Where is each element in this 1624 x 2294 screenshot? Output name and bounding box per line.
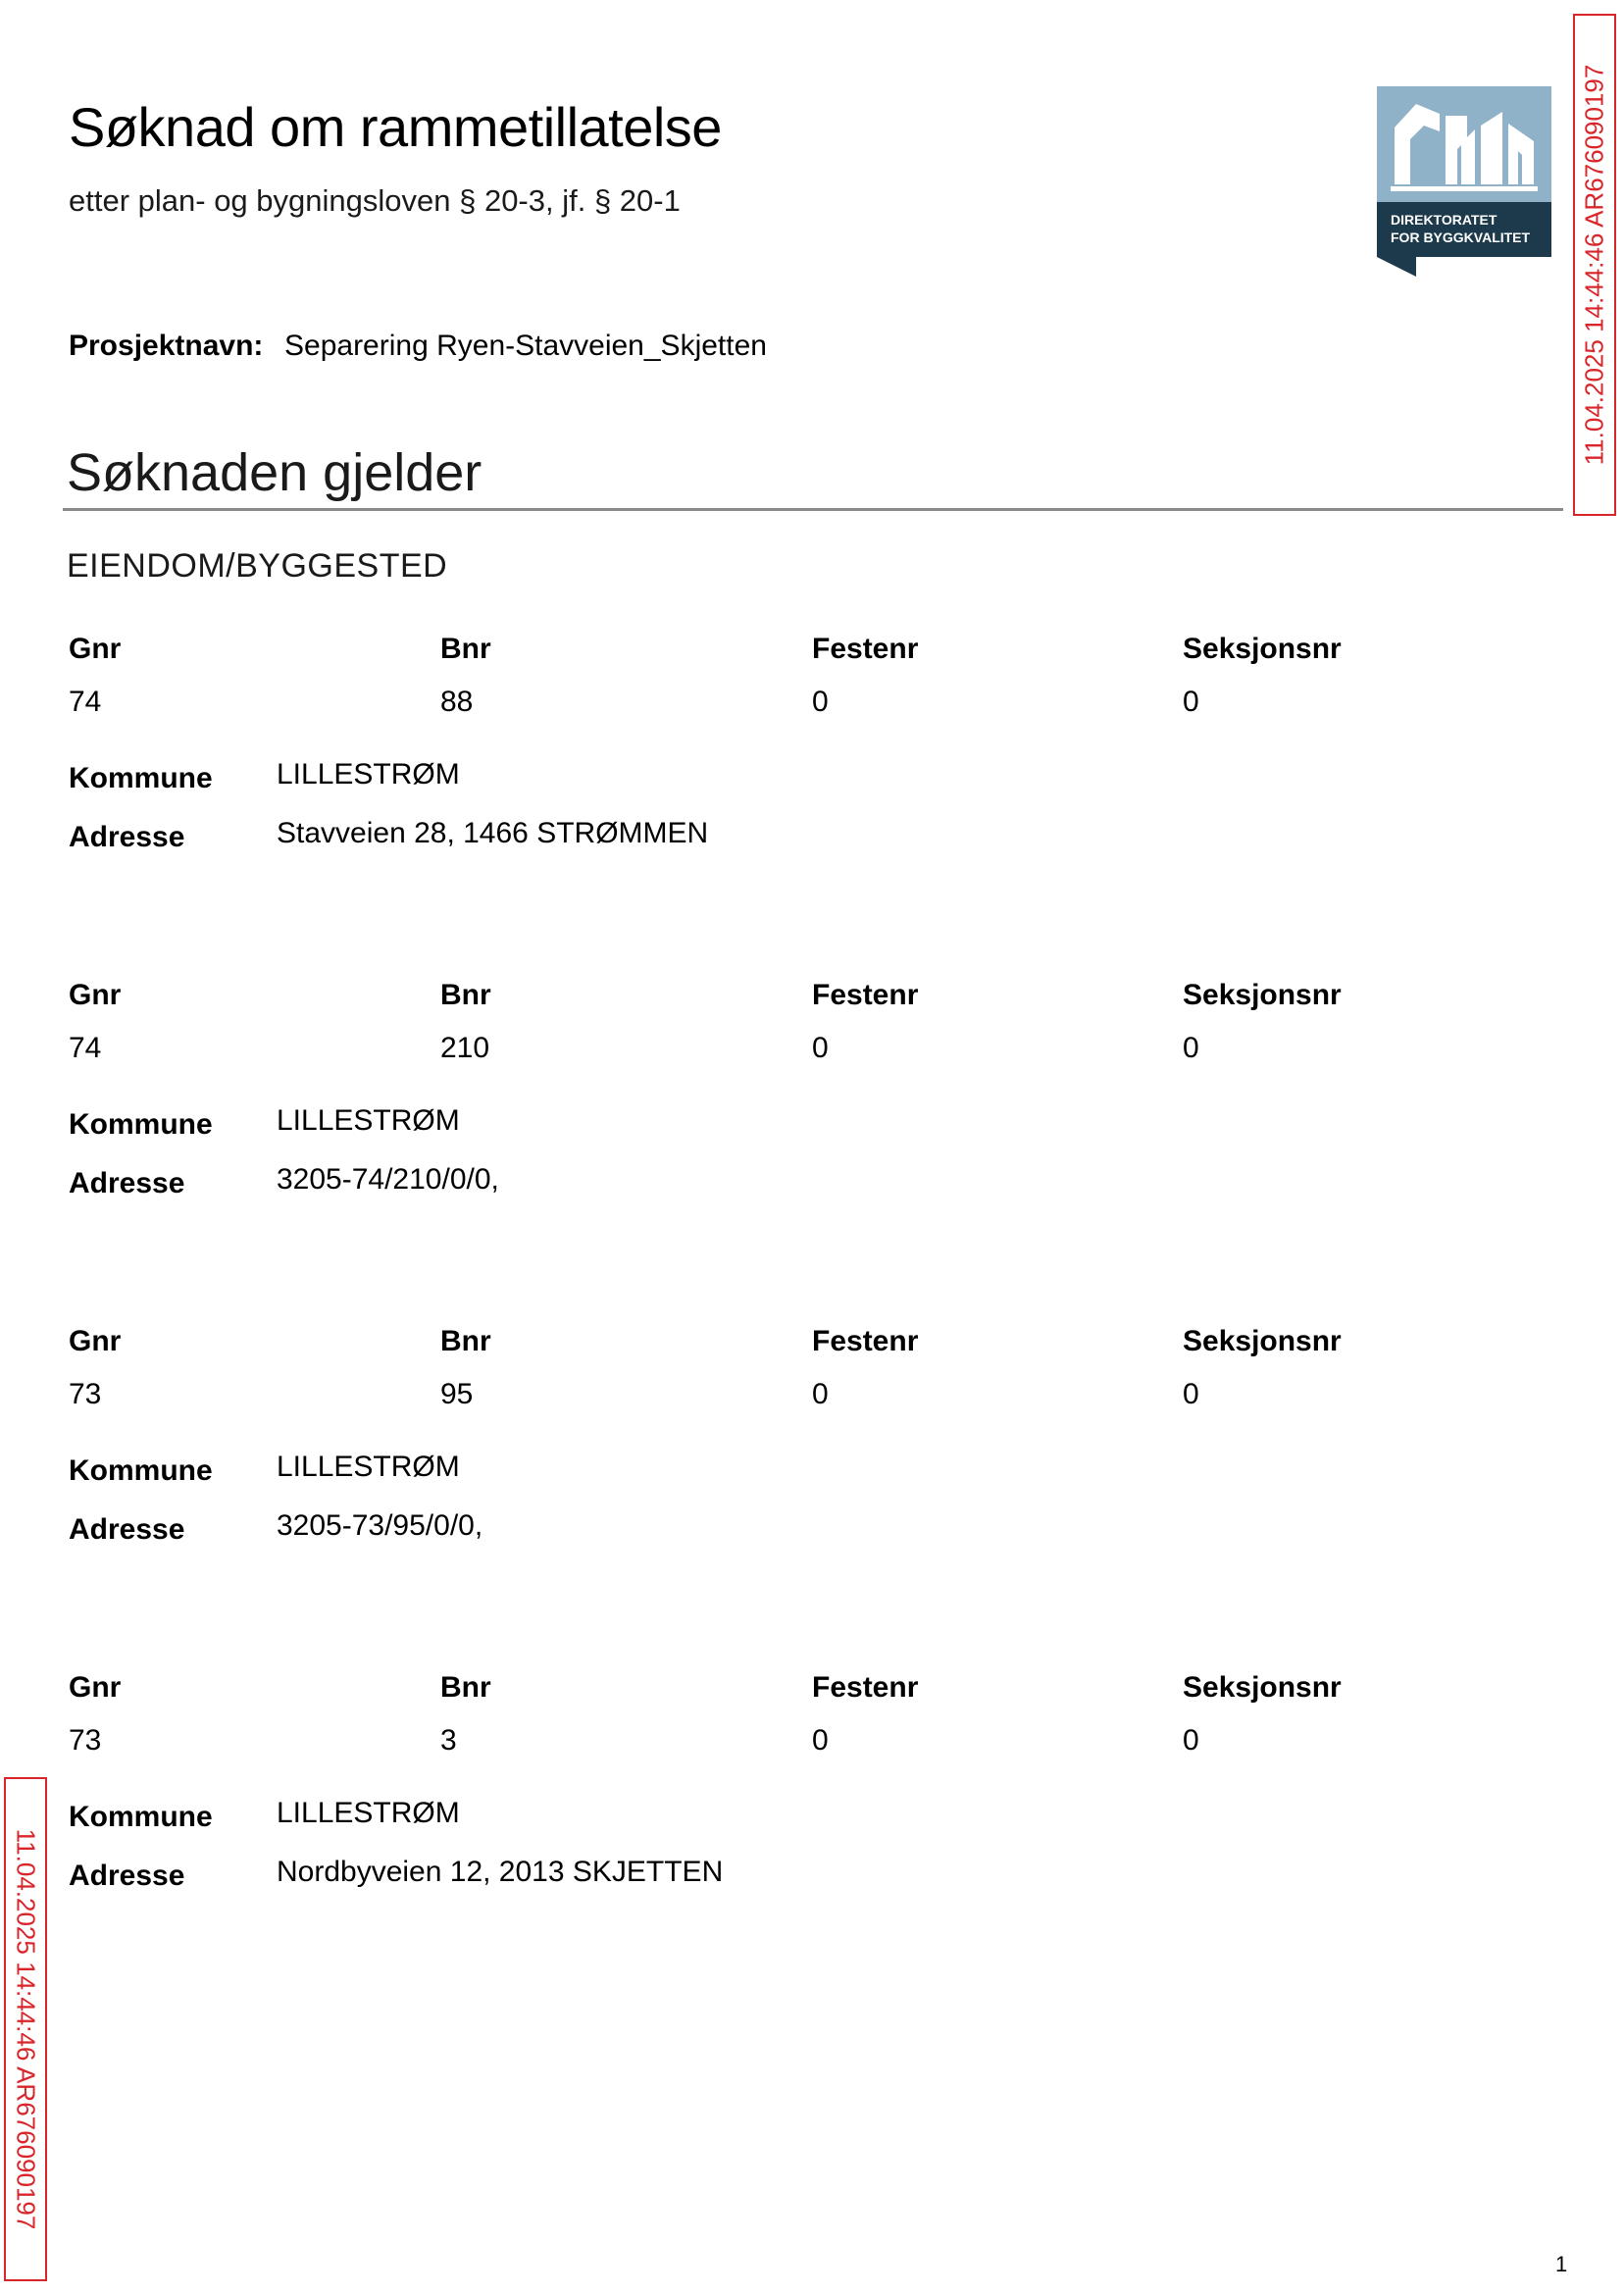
property-block [0, 979, 1569, 1234]
bnr-label: Bnr [440, 633, 491, 665]
gnr-label: Gnr [69, 1671, 122, 1704]
bnr-label: Bnr [440, 979, 491, 1011]
adresse-label: Adresse [69, 821, 185, 853]
dibk-logo-icon [1377, 86, 1551, 277]
bnr-value: 210 [440, 1032, 490, 1064]
festenr-value: 0 [812, 1032, 829, 1064]
logo-text-line1: DIREKTORATET [1391, 212, 1497, 228]
adresse-label: Adresse [69, 1513, 185, 1546]
document-title: Søknad om rammetillatelse [69, 96, 722, 158]
seksjonsnr-value: 0 [1183, 1724, 1199, 1757]
logo-text-line2: FOR BYGGKVALITET [1391, 229, 1531, 245]
seksjonsnr-label: Seksjonsnr [1183, 979, 1342, 1011]
adresse-label: Adresse [69, 1167, 185, 1199]
seksjonsnr-value: 0 [1183, 686, 1199, 718]
property-block [0, 1671, 1569, 1926]
project-name-label: Prosjektnavn: [69, 330, 264, 362]
gnr-value: 74 [69, 1032, 102, 1064]
adresse-value: Nordbyveien 12, 2013 SKJETTEN [277, 1856, 724, 1888]
section-divider [63, 508, 1563, 511]
gnr-label: Gnr [69, 633, 122, 665]
seksjonsnr-label: Seksjonsnr [1183, 1325, 1342, 1357]
gnr-label: Gnr [69, 979, 122, 1011]
property-block [0, 1325, 1569, 1580]
page-number: 1 [1555, 2252, 1568, 2276]
adresse-value: Stavveien 28, 1466 STRØMMEN [277, 817, 709, 849]
kommune-label: Kommune [69, 1454, 213, 1487]
festenr-label: Festenr [812, 1325, 919, 1357]
subsection-title: EIENDOM/BYGGESTED [67, 547, 448, 585]
kommune-label: Kommune [69, 762, 213, 794]
festenr-label: Festenr [812, 1671, 919, 1704]
adresse-value: 3205-74/210/0/0, [277, 1163, 499, 1196]
kommune-label: Kommune [69, 1801, 213, 1833]
gnr-label: Gnr [69, 1325, 122, 1357]
seksjonsnr-value: 0 [1183, 1378, 1199, 1410]
festenr-value: 0 [812, 1724, 829, 1757]
festenr-value: 0 [812, 686, 829, 718]
adresse-value: 3205-73/95/0/0, [277, 1509, 483, 1542]
seksjonsnr-label: Seksjonsnr [1183, 1671, 1342, 1704]
document-subtitle: etter plan- og bygningsloven § 20-3, jf. § 20-1 [69, 183, 681, 218]
seksjonsnr-value: 0 [1183, 1032, 1199, 1064]
gnr-value: 73 [69, 1724, 102, 1757]
gnr-value: 73 [69, 1378, 102, 1410]
bnr-value: 95 [440, 1378, 474, 1410]
kommune-value: LILLESTRØM [277, 758, 460, 790]
bnr-label: Bnr [440, 1325, 491, 1357]
festenr-label: Festenr [812, 633, 919, 665]
gnr-value: 74 [69, 686, 102, 718]
property-block [0, 633, 1569, 888]
kommune-label: Kommune [69, 1108, 213, 1141]
stamp-text: 11.04.2025 14:44:46 AR676090197 [11, 1828, 41, 2230]
timestamp-stamp-right [1573, 14, 1616, 516]
kommune-value: LILLESTRØM [277, 1451, 460, 1483]
section-title: Søknaden gjelder [67, 443, 482, 502]
seksjonsnr-label: Seksjonsnr [1183, 633, 1342, 665]
kommune-value: LILLESTRØM [277, 1797, 460, 1829]
stamp-text: 11.04.2025 14:44:46 AR676090197 [1579, 64, 1609, 466]
bnr-value: 3 [440, 1724, 457, 1757]
bnr-value: 88 [440, 686, 474, 718]
bnr-label: Bnr [440, 1671, 491, 1704]
adresse-label: Adresse [69, 1860, 185, 1892]
festenr-label: Festenr [812, 979, 919, 1011]
kommune-value: LILLESTRØM [277, 1104, 460, 1137]
festenr-value: 0 [812, 1378, 829, 1410]
project-name-value: Separering Ryen-Stavveien_Skjetten [284, 330, 767, 362]
